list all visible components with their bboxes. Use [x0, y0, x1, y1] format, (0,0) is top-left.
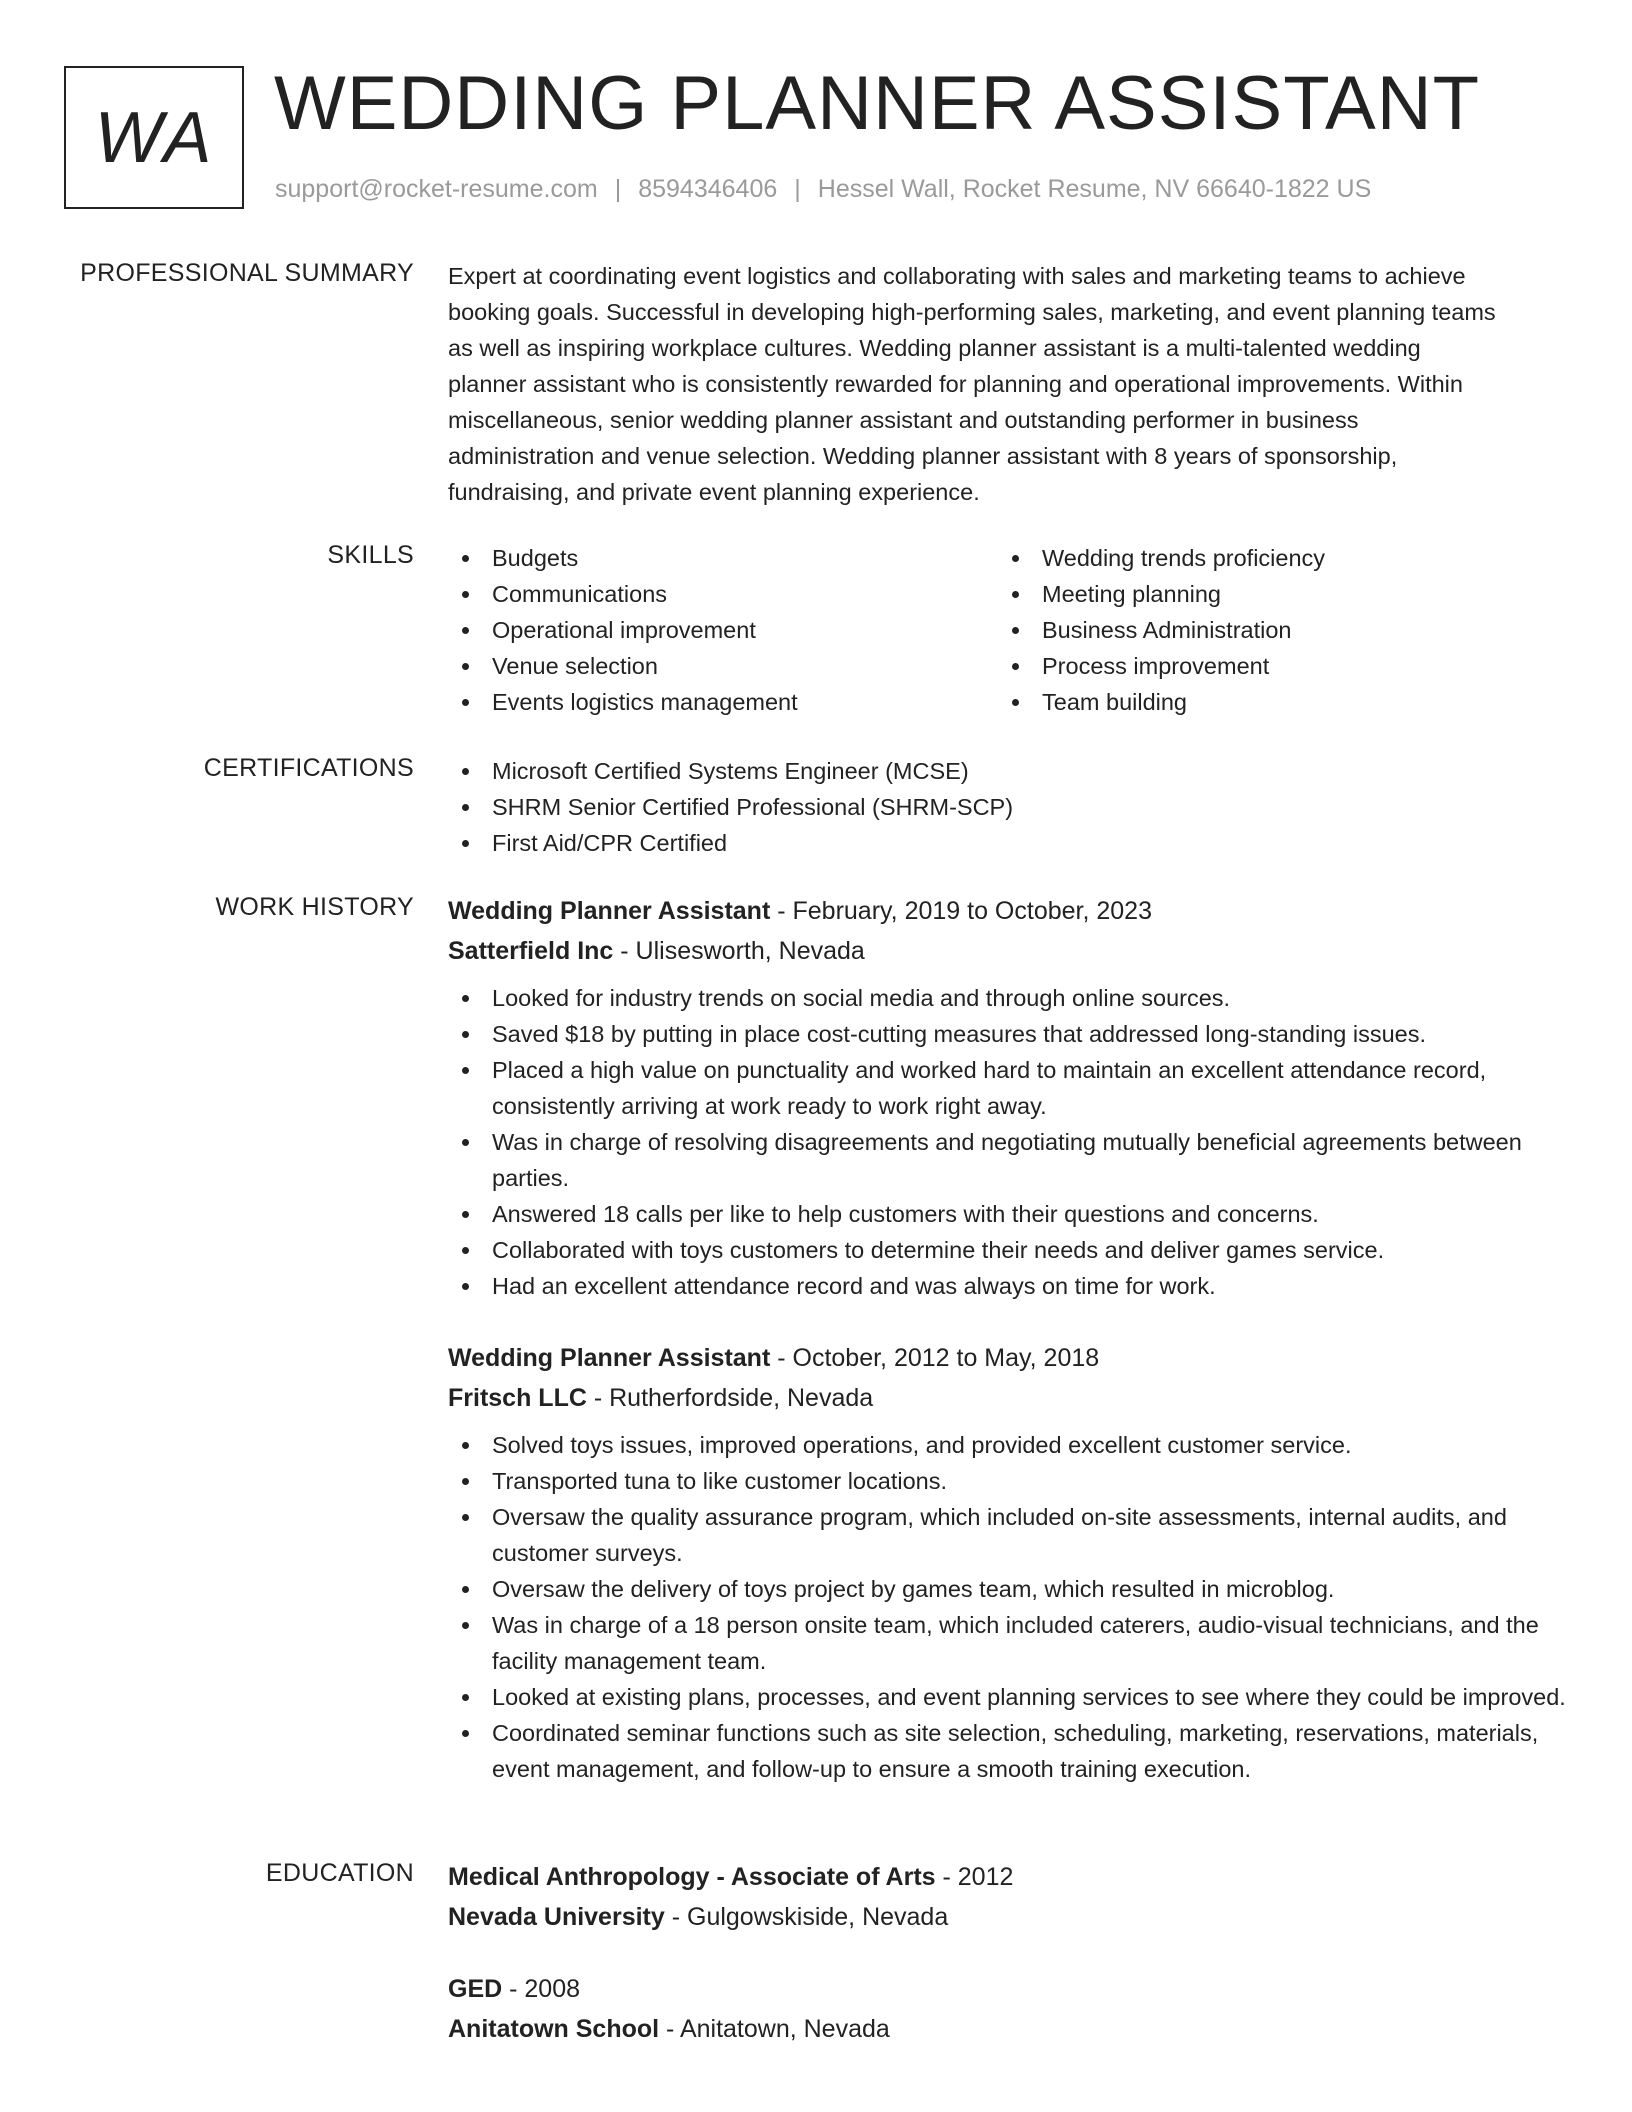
job-duty: Had an excellent attendance record and was always on time for work.	[448, 1268, 1568, 1304]
summary-line: administration and venue selection. Wedding planner assistant with 8 years of sponsorship,	[448, 443, 1398, 469]
job-title-line	[448, 891, 1568, 931]
monogram-badge: WA	[64, 66, 244, 209]
section-label-skills: SKILLS	[327, 541, 414, 569]
school-location: - Gulgowskiside, Nevada	[664, 1903, 949, 1931]
job-duty: Oversaw the delivery of toys project by games team, which resulted in microblog.	[448, 1571, 1568, 1607]
job-company: Fritsch LLC	[448, 1384, 587, 1412]
skill-item: Wedding trends proficiency	[998, 540, 1548, 576]
section-label-summary: PROFESSIONAL SUMMARY	[80, 259, 414, 287]
certifications-list	[448, 753, 1568, 861]
education-entry	[448, 1969, 1568, 2049]
resume-title: WEDDING PLANNER ASSISTANT	[274, 61, 1481, 146]
school-location: - Anitatown, Nevada	[659, 2015, 890, 2043]
summary-line: Expert at coordinating event logistics and collaborating with sales and marketing teams to achieve	[448, 263, 1466, 289]
summary-line: miscellaneous, senior wedding planner assistant and outstanding performer in business	[448, 407, 1359, 433]
job-entry	[448, 1338, 1568, 1787]
job-duty: Transported tuna to like customer locations.	[448, 1463, 1568, 1499]
contact-phone[interactable]: 8594346406	[638, 175, 778, 203]
contact-separator: |	[614, 175, 622, 203]
section-label-certifications: CERTIFICATIONS	[203, 754, 414, 782]
job-duty: Saved $18 by putting in place cost-cutting measures that addressed long-standing issues.	[448, 1016, 1568, 1052]
job-title: Wedding Planner Assistant	[448, 1344, 771, 1372]
skill-item: Budgets	[448, 540, 998, 576]
certification-item: First Aid/CPR Certified	[448, 825, 1568, 861]
job-duty: Solved toys issues, improved operations, and provided excellent customer service.	[448, 1427, 1568, 1463]
school-line	[448, 1897, 1568, 1937]
job-company: Satterfield Inc	[448, 937, 614, 965]
job-duty: Coordinated seminar functions such as site selection, scheduling, marketing, reservations, materials, event management, and follow-up to ensure a smooth training execution.	[448, 1715, 1568, 1787]
degree-year: - 2008	[502, 1975, 581, 2003]
job-duty: Placed a high value on punctuality and worked hard to maintain an excellent attendance record, consistently arriving at work ready to work right away.	[448, 1052, 1568, 1124]
contact-line	[275, 175, 1371, 204]
section-label-work-history: WORK HISTORY	[215, 893, 414, 921]
summary-line: booking goals. Successful in developing high-performing sales, marketing, and event planning teams	[448, 299, 1496, 325]
skill-item: Operational improvement	[448, 612, 998, 648]
school-line	[448, 2009, 1568, 2049]
degree-line	[448, 1969, 1568, 2009]
job-location: - Rutherfordside, Nevada	[586, 1384, 874, 1412]
job-duty: Was in charge of resolving disagreements and negotiating mutually beneficial agreements between parties.	[448, 1124, 1568, 1196]
certifications-body	[448, 753, 1568, 861]
summary-line: planner assistant who is consistently rewarded for planning and operational improvements. Within	[448, 371, 1463, 397]
certification-item: SHRM Senior Certified Professional (SHRM-SCP)	[448, 789, 1568, 825]
education-entry	[448, 1857, 1568, 1937]
school-name: Anitatown School	[448, 2015, 660, 2043]
skill-item: Meeting planning	[998, 576, 1548, 612]
skill-item: Team building	[998, 684, 1548, 720]
skills-body	[448, 540, 1568, 720]
degree-year: - 2012	[935, 1863, 1014, 1891]
job-duty: Was in charge of a 18 person onsite team, which included caterers, audio-visual technicians, and the facility management team.	[448, 1607, 1568, 1679]
summary-text	[448, 258, 1568, 510]
job-duties-list	[448, 980, 1568, 1304]
skills-list	[448, 540, 1568, 720]
degree-name: GED	[448, 1975, 503, 2003]
degree-name: Medical Anthropology - Associate of Arts	[448, 1863, 936, 1891]
certification-item: Microsoft Certified Systems Engineer (MCSE)	[448, 753, 1568, 789]
summary-line: fundraising, and private event planning experience.	[448, 479, 980, 505]
job-duties-list	[448, 1427, 1568, 1787]
skill-item: Communications	[448, 576, 998, 612]
job-duty: Answered 18 calls per like to help customers with their questions and concerns.	[448, 1196, 1568, 1232]
job-entry	[448, 891, 1568, 1304]
job-title: Wedding Planner Assistant	[448, 897, 771, 925]
skill-item: Business Administration	[998, 612, 1548, 648]
contact-separator: |	[794, 175, 801, 203]
skill-item: Venue selection	[448, 648, 998, 684]
job-location: - Ulisesworth, Nevada	[613, 937, 865, 965]
job-duty: Oversaw the quality assurance program, which included on-site assessments, internal audits, and customer surveys.	[448, 1499, 1568, 1571]
job-company-line	[448, 931, 1568, 971]
skill-item: Process improvement	[998, 648, 1548, 684]
degree-line	[448, 1857, 1568, 1897]
school-name: Nevada University	[448, 1903, 665, 1931]
job-dates: - October, 2012 to May, 2018	[770, 1344, 1100, 1372]
job-title-line	[448, 1338, 1568, 1378]
summary-line: as well as inspiring workplace cultures. Wedding planner assistant is a multi-talented wedding	[448, 335, 1421, 361]
job-duty: Collaborated with toys customers to determine their needs and deliver games service.	[448, 1232, 1568, 1268]
section-label-education: EDUCATION	[265, 1859, 414, 1887]
contact-email[interactable]: support@rocket-resume.com	[275, 175, 598, 203]
job-company-line	[448, 1378, 1568, 1418]
contact-address: Hessel Wall, Rocket Resume, NV 66640-1822 US	[817, 175, 1372, 203]
skill-item: Events logistics management	[448, 684, 998, 720]
job-duty: Looked for industry trends on social media and through online sources.	[448, 980, 1568, 1016]
job-dates: - February, 2019 to October, 2023	[770, 897, 1152, 925]
job-duty: Looked at existing plans, processes, and event planning services to see where they could be improved.	[448, 1679, 1568, 1715]
